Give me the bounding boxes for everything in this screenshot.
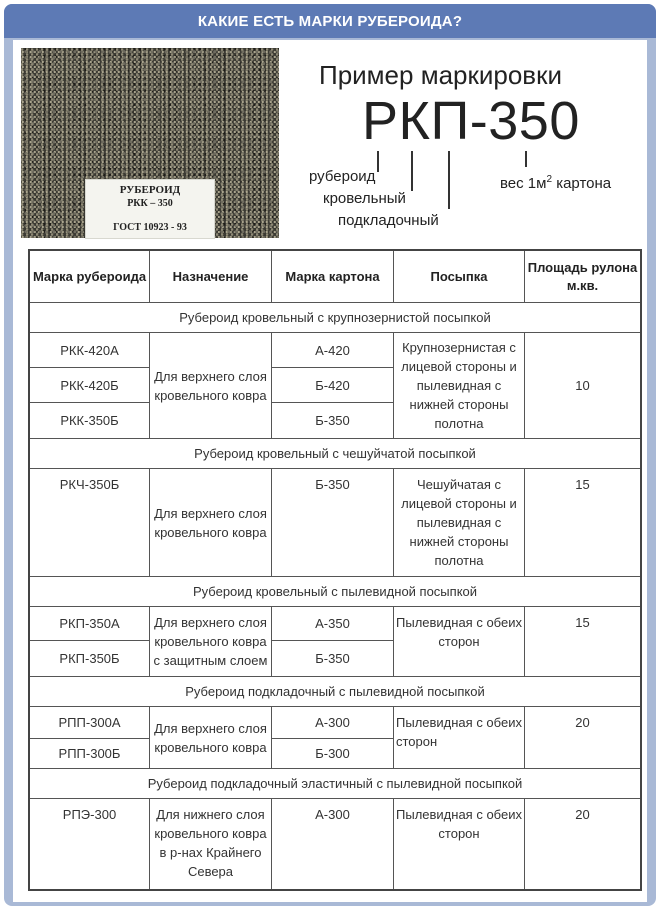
note-weight-suffix: картона xyxy=(552,175,612,192)
note-weight-prefix: вес 1м xyxy=(500,175,547,192)
coating-cell: Чешуйчатая с лицевой стороны и пылевидная с нижней стороны полотна xyxy=(394,469,525,577)
product-label xyxy=(85,179,215,239)
brand-cell: РКК-420А xyxy=(30,333,150,368)
purpose-cell: Для верхнего слоя кровельного ковра xyxy=(150,333,272,439)
tick-r xyxy=(377,151,379,172)
section-title: Рубероид подкладочный эластичный с пылевидной посыпкой xyxy=(30,769,640,799)
brand-cell: РКЧ-350Б xyxy=(30,469,150,577)
infographic-frame xyxy=(4,4,656,906)
note-underlay: подкладочный xyxy=(338,212,439,229)
note-ruberoid: рубероид xyxy=(309,168,376,185)
cardboard-cell: А-420 xyxy=(272,333,394,368)
purpose-cell: Для верхнего слоя кровельного ковра xyxy=(150,469,272,577)
area-cell: 15 xyxy=(525,469,640,577)
purpose-cell: Для верхнего слоя кровельного ковра xyxy=(150,707,272,769)
section-title: Рубероид кровельный с пылевидной посыпкой xyxy=(30,577,640,607)
note-weight xyxy=(500,174,611,192)
brand-cell: РПП-300Б xyxy=(30,739,150,769)
note-weight-sup: 2 xyxy=(546,174,553,185)
area-cell: 20 xyxy=(525,707,640,769)
cardboard-cell: Б-350 xyxy=(272,641,394,677)
area-cell: 10 xyxy=(525,333,640,439)
header-cardboard: Марка картона xyxy=(272,251,394,303)
brands-table xyxy=(28,249,642,891)
cardboard-cell: Б-300 xyxy=(272,739,394,769)
tick-p xyxy=(448,151,450,209)
brand-cell: РКП-350А xyxy=(30,607,150,641)
header-area: Площадь рулона м.кв. xyxy=(525,251,640,303)
brand-cell: РКП-350Б xyxy=(30,641,150,677)
coating-cell: Пылевидная с обеих сторон xyxy=(394,607,525,677)
brand-cell: РПЭ-300 xyxy=(30,799,150,889)
marking-title: Пример маркировки xyxy=(319,60,563,90)
section-title: Рубероид подкладочный с пылевидной посыпкой xyxy=(30,677,640,707)
coating-cell: Пылевидная с обеих сторон xyxy=(394,707,525,769)
section-title: Рубероид кровельный с чешуйчатой посыпкой xyxy=(30,439,640,469)
header-brand: Марка рубероида xyxy=(30,251,150,303)
product-label-standard: ГОСТ 10923 - 93 xyxy=(113,222,187,233)
coating-cell: Крупнозернистая с лицевой стороны и пылевидная с нижней стороны полотна xyxy=(394,333,525,439)
area-cell: 15 xyxy=(525,607,640,677)
brand-cell: РПП-300А xyxy=(30,707,150,739)
content-panel xyxy=(13,40,647,902)
banner-title: КАКИЕ ЕСТЬ МАРКИ РУБЕРОИДА? xyxy=(4,4,656,38)
section-title: Рубероид кровельный с крупнозернистой посыпкой xyxy=(30,303,640,333)
coating-cell: Пылевидная с обеих сторон xyxy=(394,799,525,889)
purpose-cell: Для нижнего слоя кровельного ковра в р-нах Крайнего Севера xyxy=(150,799,272,889)
product-label-name: РУБЕРОИД xyxy=(119,184,181,196)
cardboard-cell: А-350 xyxy=(272,607,394,641)
cardboard-cell: Б-350 xyxy=(272,469,394,577)
area-cell: 20 xyxy=(575,807,590,822)
product-label-code: РКК – 350 xyxy=(127,198,173,209)
cardboard-cell: А-300 xyxy=(272,799,394,889)
tick-k xyxy=(411,151,413,191)
marking-code: РКП-350 xyxy=(362,91,580,151)
cardboard-cell: Б-350 xyxy=(272,403,394,439)
brand-cell: РКК-420Б xyxy=(30,368,150,403)
note-roofing: кровельный xyxy=(323,190,406,207)
cardboard-cell: Б-420 xyxy=(272,368,394,403)
tick-350 xyxy=(525,151,527,167)
cardboard-cell: А-300 xyxy=(272,707,394,739)
header-coating: Посыпка xyxy=(394,251,525,303)
header-purpose: Назначение xyxy=(150,251,272,303)
brand-cell: РКК-350Б xyxy=(30,403,150,439)
ruberoid-photo xyxy=(21,48,279,238)
purpose-cell: Для верхнего слоя кровельного ковра с защитным слоем xyxy=(150,607,272,677)
